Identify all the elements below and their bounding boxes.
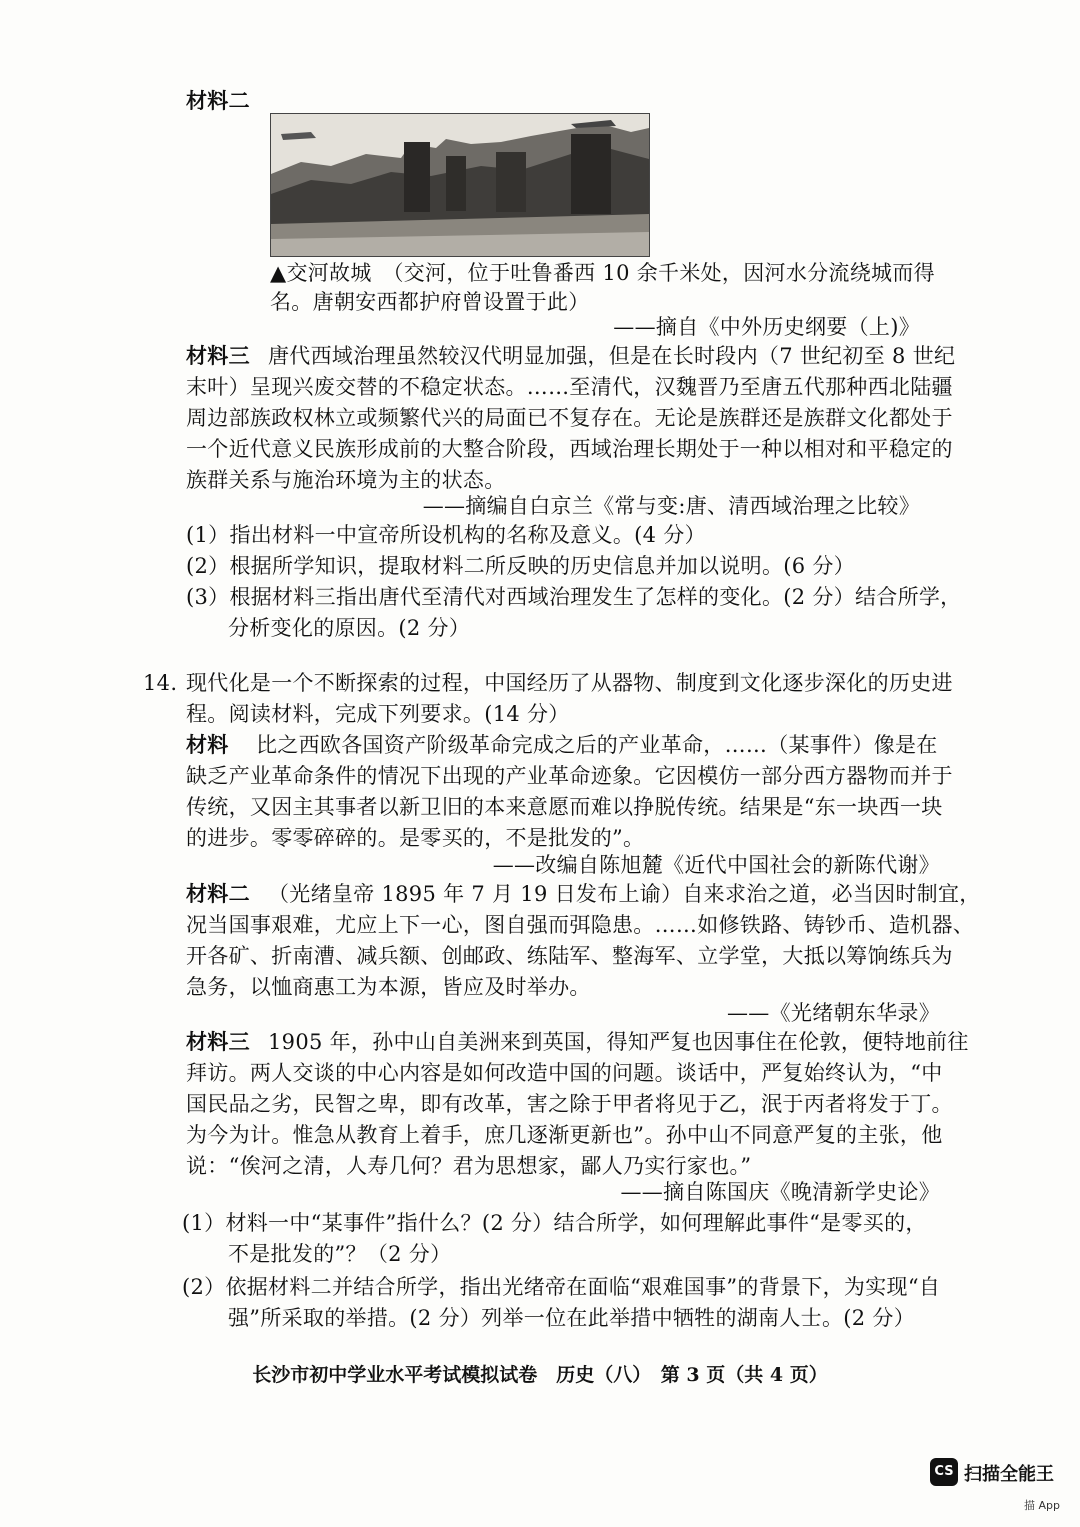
q14-material3-line: 1905 年，孙中山自美洲来到英国，得知严复也因事住在伦敦，便特地前往 [268,1030,969,1054]
ruins-image [271,114,649,256]
q14-material2-line: 急务，以恤商惠工为本源，皆应及时举办。 [186,975,591,999]
material2-label: 材料二 [186,88,250,113]
q14-material2-source: ——《光绪朝东华录》 [727,1001,940,1025]
q14-material2-line: 开各矿、折南漕、减兵额、创邮政、练陆军、整海军、立学堂，大抵以筹饷练兵为 [186,944,953,968]
q14-material1-line: 缺乏产业革命条件的情况下出现的产业革命迹象。它因模仿一部分西方器物而并于 [186,764,953,788]
photo-source: ——摘自《中外历史纲要（上)》 [613,315,920,339]
material3-label: 材料三 [186,343,250,368]
material3-source: ——摘编自白京兰《常与变:唐、清西域治理之比较》 [422,494,920,518]
material3-line: 族群关系与施治环境为主的状态。 [186,468,506,492]
q14-intro: 现代化是一个不断探索的过程，中国经历了从器物、制度到文化逐步深化的历史进 [186,671,953,695]
q14-material1-label: 材料 [186,732,229,757]
page-footer: 长沙市初中学业水平考试模拟试卷 历史（八） 第 3 页（共 4 页） [252,1364,828,1386]
jiaohe-ruins-photo [270,113,650,257]
photo-caption-line2: 名。唐朝安西都护府曾设置于此） [270,290,590,314]
q14-material3-source: ——摘自陈国庆《晚清新学史论》 [620,1180,940,1204]
q13-question: (3）根据材料三指出唐代至清代对西域治理发生了怎样的变化。(2 分）结合所学， [186,585,962,609]
q14-material1-line: 的进步。零零碎碎的。是零买的，不是批发的”。 [186,826,645,850]
material3-line: 周边部族政权林立或频繁代兴的局面已不复存在。无论是族群还是族群文化都处于 [186,406,953,430]
q14-material1-line: 比之西欧各国资产阶级革命完成之后的产业革命，……（某事件）像是在 [256,733,938,757]
q14-material3-line: 为今为计。惟急从教育上着手，庶几逐渐更新也”。孙中山不同意严复的主张，他 [186,1123,943,1147]
q14-question: 不是批发的”？（2 分） [228,1242,452,1266]
material3-line: 末叶）呈现兴废交替的不稳定状态。……至清代，汉魏晋乃至唐五代那种西北陆疆 [186,375,953,399]
camscanner-name: 扫描全能王 [964,1464,1054,1485]
q14-material3-label: 材料三 [186,1029,250,1054]
q14-question: (1）材料一中“某事件”指什么？(2 分）结合所学，如何理解此事件“是零买的， [182,1211,927,1235]
q14-material1-line: 传统，又因主其事者以新卫旧的本来意愿而难以挣脱传统。结果是“东一块西一块 [186,795,943,819]
camscanner-watermark [930,1458,1060,1488]
q14-material1-source: ——改编自陈旭麓《近代中国社会的新陈代谢》 [492,853,940,877]
q14-question: (2）依据材料二并结合所学，指出光绪帝在面临“艰难国事”的背景下，为实现“自 [182,1275,941,1299]
q14-intro: 程。阅读材料，完成下列要求。(14 分） [186,702,570,726]
q14-material2-label: 材料二 [186,881,250,906]
q14-material3-line: 说：“俟河之清，人寿几何？君为思想家，鄙人乃实行家也。” [186,1154,752,1178]
material3-line: 唐代西域治理虽然较汉代明显加强，但是在长时段内（7 世纪初至 8 世纪 [268,344,956,368]
q14-material2-line: （光绪皇帝 1895 年 7 月 19 日发布上谕）自来求治之道，必当因时制宜， [268,882,981,906]
camscanner-logo-icon: CS [930,1458,958,1486]
q14-question: 强”所采取的举措。(2 分）列举一位在此举措中牺牲的湖南人士。(2 分） [228,1306,915,1330]
camscanner-subtitle: 描 App [1024,1499,1060,1512]
q13-question: 分析变化的原因。(2 分） [228,616,471,640]
material3-line: 一个近代意义民族形成前的大整合阶段，西域治理长期处于一种以相对和平稳定的 [186,437,953,461]
q14-material3-line: 拜访。两人交谈的中心内容是如何改造中国的问题。谈话中，严复始终认为，“中 [186,1061,943,1085]
photo-caption-line1: ▲交河故城 （交河，位于吐鲁番西 10 余千米处，因河水分流绕城而得 [270,261,935,285]
q13-question: (1）指出材料一中宣帝所设机构的名称及意义。(4 分） [186,523,706,547]
q14-number: 14. [143,671,178,695]
q14-material3-line: 国民品之劣，民智之卑，即有改革，害之除于甲者将见于乙，泯于丙者将发于丁。 [186,1092,953,1116]
q14-material2-line: 况当国事艰难，尤应上下一心，图自强而弭隐患。……如修铁路、铸钞币、造机器、 [186,913,975,937]
q13-question: (2）根据所学知识，提取材料二所反映的历史信息并加以说明。(6 分） [186,554,855,578]
